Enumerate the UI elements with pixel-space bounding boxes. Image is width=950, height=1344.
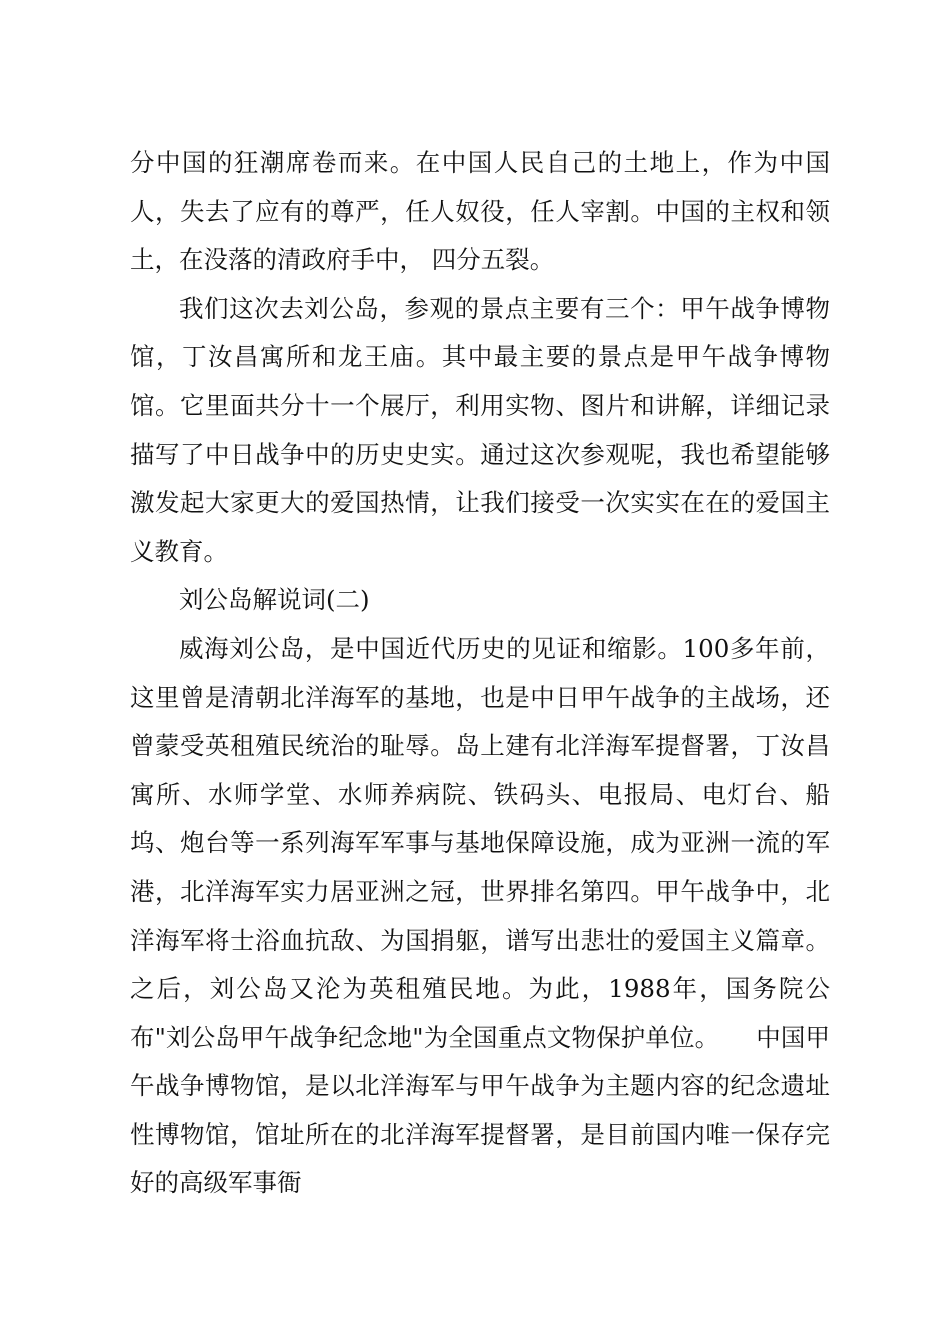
document-body <box>130 139 830 1208</box>
paragraph-visit-intro: 我们这次去刘公岛，参观的景点主要有三个：甲午战争博物馆，丁汝昌寓所和龙王庙。其中最主要的景点是甲午战争博物馆。它里面共分十一个展厅，利用实物、图片和讲解，详细记录描写了中日战争中的历史史实。通过这次参观呢，我也希望能够激发起大家更大的爱国热情，让我们接受一次实实在在的爱国主义教育。 <box>130 293 830 566</box>
paragraph-continuation: 分中国的狂潮席卷而来。在中国人民自己的土地上，作为中国人，失去了应有的尊严，任人奴役，任人宰割。中国的主权和领土，在没落的清政府手中， 四分五裂。 <box>130 148 830 275</box>
paragraph-weihai-history: 威海刘公岛，是中国近代历史的见证和缩影。100多年前，这里曾是清朝北洋海军的基地，也是中日甲午战争的主战场，还曾蒙受英租殖民统治的耻辱。岛上建有北洋海军提督署，丁汝昌寓所、水师学堂、水师养病院、铁码头、电报局、电灯台、船坞、炮台等一系列海军军事与基地保障设施，成为亚洲一流的军港，北洋海军实力居亚洲之冠，世界排名第四。甲午战争中，北洋海军将士浴血抗敌、为国捐躯，谱写出悲壮的爱国主义篇章。之后，刘公岛又沦为英租殖民地。为此，1988年，国务院公布"刘公岛甲午战争纪念地"为全国重点文物保护单位。 中国甲午战争博物馆，是以北洋海军与甲午战争为主题内容的纪念遗址性博物馆，馆址所在的北洋海军提督署，是目前国内唯一保存完好的高级军事衙 <box>130 633 830 1198</box>
section-heading: 刘公岛解说词(二) <box>179 585 370 615</box>
